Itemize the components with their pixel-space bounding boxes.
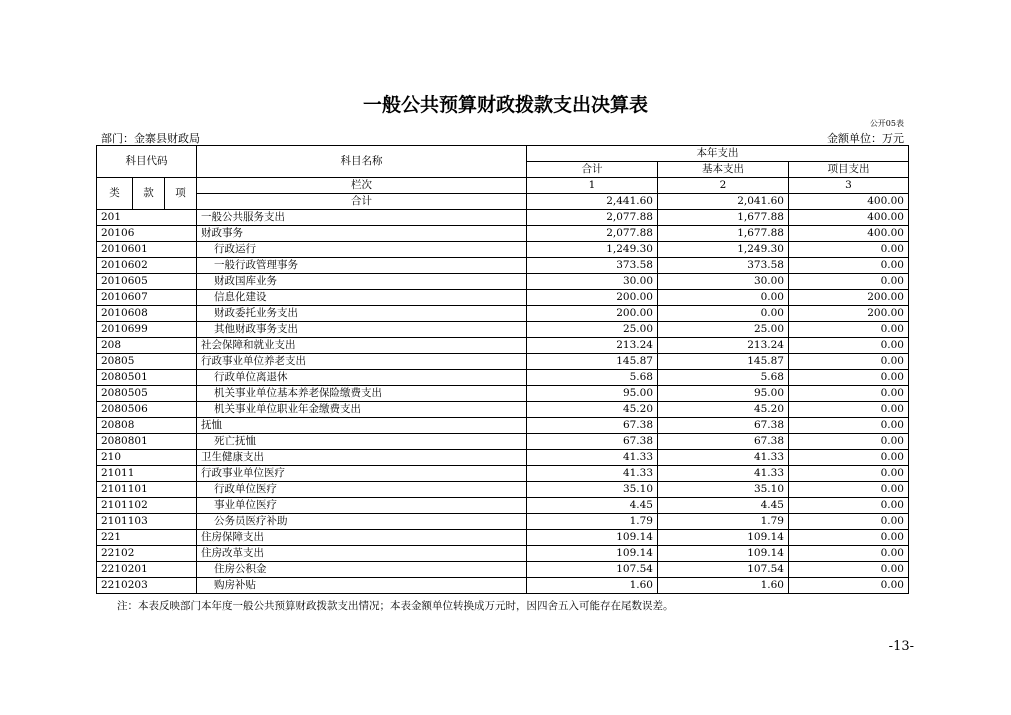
header-subject-name: 科目名称 bbox=[197, 146, 527, 178]
row-total: 30.00 bbox=[527, 274, 658, 290]
header-kuan: 款 bbox=[133, 178, 165, 210]
table-row bbox=[97, 498, 909, 514]
row-basic: 0.00 bbox=[658, 306, 789, 322]
row-code: 2080801 bbox=[97, 434, 197, 450]
header-basic: 基本支出 bbox=[658, 162, 789, 178]
row-total: 45.20 bbox=[527, 402, 658, 418]
row-name: 信息化建设 bbox=[197, 290, 527, 306]
row-name: 卫生健康支出 bbox=[197, 450, 527, 466]
table-row bbox=[97, 274, 909, 290]
row-project: 0.00 bbox=[789, 258, 909, 274]
row-name: 住房保障支出 bbox=[197, 530, 527, 546]
table-row bbox=[97, 322, 909, 338]
table-row bbox=[97, 562, 909, 578]
row-total: 41.33 bbox=[527, 466, 658, 482]
row-basic: 41.33 bbox=[658, 450, 789, 466]
row-project: 0.00 bbox=[789, 482, 909, 498]
table-row bbox=[97, 370, 909, 386]
row-total: 4.45 bbox=[527, 498, 658, 514]
row-project: 0.00 bbox=[789, 370, 909, 386]
row-basic: 1.79 bbox=[658, 514, 789, 530]
row-basic: 67.38 bbox=[658, 434, 789, 450]
row-name: 一般行政管理事务 bbox=[197, 258, 527, 274]
row-total: 109.14 bbox=[527, 530, 658, 546]
row-code: 2010607 bbox=[97, 290, 197, 306]
row-code: 2101102 bbox=[97, 498, 197, 514]
row-basic: 45.20 bbox=[658, 402, 789, 418]
row-basic: 1.60 bbox=[658, 578, 789, 594]
row-code: 210 bbox=[97, 450, 197, 466]
expenditure-table bbox=[96, 145, 909, 594]
row-name: 购房补贴 bbox=[197, 578, 527, 594]
row-total: 67.38 bbox=[527, 434, 658, 450]
row-total: 109.14 bbox=[527, 546, 658, 562]
department-label: 部门：金寨县财政局 bbox=[101, 132, 200, 145]
row-project: 0.00 bbox=[789, 418, 909, 434]
table-row bbox=[97, 242, 909, 258]
footnote: 注：本表反映部门本年度一般公共预算财政拨款支出情况；本表金额单位转换成万元时，因四舍五入可能存在尾数误差。 bbox=[117, 600, 674, 612]
page-title: 一般公共预算财政拨款支出决算表 bbox=[362, 94, 648, 116]
row-basic: 95.00 bbox=[658, 386, 789, 402]
row-name: 行政事业单位医疗 bbox=[197, 466, 527, 482]
row-code: 22102 bbox=[97, 546, 197, 562]
table-row bbox=[97, 354, 909, 370]
row-name: 住房改革支出 bbox=[197, 546, 527, 562]
row-code: 2010699 bbox=[97, 322, 197, 338]
row-project: 400.00 bbox=[789, 210, 909, 226]
row-name: 财政事务 bbox=[197, 226, 527, 242]
row-project: 0.00 bbox=[789, 530, 909, 546]
row-name: 其他财政事务支出 bbox=[197, 322, 527, 338]
header-col3: 3 bbox=[789, 178, 909, 194]
row-project: 200.00 bbox=[789, 290, 909, 306]
table-row bbox=[97, 514, 909, 530]
table-row bbox=[97, 258, 909, 274]
row-name: 一般公共服务支出 bbox=[197, 210, 527, 226]
row-project: 400.00 bbox=[789, 226, 909, 242]
row-project: 0.00 bbox=[789, 242, 909, 258]
row-total: 145.87 bbox=[527, 354, 658, 370]
row-basic: 109.14 bbox=[658, 546, 789, 562]
row-basic: 5.68 bbox=[658, 370, 789, 386]
row-basic: 67.38 bbox=[658, 418, 789, 434]
header-xiang: 项 bbox=[165, 178, 197, 210]
row-project: 0.00 bbox=[789, 546, 909, 562]
row-project: 0.00 bbox=[789, 386, 909, 402]
row-code: 2010608 bbox=[97, 306, 197, 322]
row-project: 0.00 bbox=[789, 514, 909, 530]
header-col1: 1 bbox=[527, 178, 658, 194]
row-code: 20808 bbox=[97, 418, 197, 434]
row-basic: 35.10 bbox=[658, 482, 789, 498]
header-current-year: 本年支出 bbox=[527, 146, 909, 162]
row-total: 95.00 bbox=[527, 386, 658, 402]
table-row bbox=[97, 386, 909, 402]
row-total: 5.68 bbox=[527, 370, 658, 386]
unit-label: 金额单位：万元 bbox=[827, 132, 904, 145]
row-name: 事业单位医疗 bbox=[197, 498, 527, 514]
total-row bbox=[97, 194, 909, 210]
row-code: 201 bbox=[97, 210, 197, 226]
row-name: 社会保障和就业支出 bbox=[197, 338, 527, 354]
row-code: 2010601 bbox=[97, 242, 197, 258]
row-name: 行政单位离退休 bbox=[197, 370, 527, 386]
row-basic: 109.14 bbox=[658, 530, 789, 546]
row-basic: 0.00 bbox=[658, 290, 789, 306]
header-column-no: 栏次 bbox=[197, 178, 527, 194]
total-label: 合计 bbox=[197, 194, 527, 210]
row-code: 2101101 bbox=[97, 482, 197, 498]
row-project: 0.00 bbox=[789, 338, 909, 354]
row-name: 抚恤 bbox=[197, 418, 527, 434]
row-project: 0.00 bbox=[789, 322, 909, 338]
row-total: 41.33 bbox=[527, 450, 658, 466]
table-code: 公开05表 bbox=[869, 119, 904, 128]
row-total: 373.58 bbox=[527, 258, 658, 274]
row-basic: 145.87 bbox=[658, 354, 789, 370]
header-total: 合计 bbox=[527, 162, 658, 178]
row-total: 200.00 bbox=[527, 306, 658, 322]
table-row bbox=[97, 306, 909, 322]
row-basic: 373.58 bbox=[658, 258, 789, 274]
row-project: 0.00 bbox=[789, 274, 909, 290]
total-amount: 2,441.60 bbox=[527, 194, 658, 210]
row-total: 25.00 bbox=[527, 322, 658, 338]
row-project: 0.00 bbox=[789, 578, 909, 594]
row-basic: 1,677.88 bbox=[658, 210, 789, 226]
row-code: 2101103 bbox=[97, 514, 197, 530]
row-code: 2010605 bbox=[97, 274, 197, 290]
row-name: 机关事业单位职业年金缴费支出 bbox=[197, 402, 527, 418]
row-basic: 30.00 bbox=[658, 274, 789, 290]
row-name: 行政单位医疗 bbox=[197, 482, 527, 498]
row-project: 0.00 bbox=[789, 562, 909, 578]
row-code: 208 bbox=[97, 338, 197, 354]
row-basic: 107.54 bbox=[658, 562, 789, 578]
total-project: 400.00 bbox=[789, 194, 909, 210]
table-row bbox=[97, 578, 909, 594]
table-row bbox=[97, 402, 909, 418]
row-name: 行政运行 bbox=[197, 242, 527, 258]
row-total: 2,077.88 bbox=[527, 226, 658, 242]
row-total: 1,249.30 bbox=[527, 242, 658, 258]
table-row bbox=[97, 226, 909, 242]
row-name: 机关事业单位基本养老保险缴费支出 bbox=[197, 386, 527, 402]
header-col2: 2 bbox=[658, 178, 789, 194]
row-code: 221 bbox=[97, 530, 197, 546]
table-row bbox=[97, 450, 909, 466]
row-code: 20106 bbox=[97, 226, 197, 242]
row-basic: 41.33 bbox=[658, 466, 789, 482]
row-total: 107.54 bbox=[527, 562, 658, 578]
table-row bbox=[97, 466, 909, 482]
table-row bbox=[97, 546, 909, 562]
row-name: 死亡抚恤 bbox=[197, 434, 527, 450]
row-basic: 25.00 bbox=[658, 322, 789, 338]
row-code: 2080501 bbox=[97, 370, 197, 386]
row-project: 0.00 bbox=[789, 498, 909, 514]
row-total: 1.79 bbox=[527, 514, 658, 530]
row-project: 0.00 bbox=[789, 466, 909, 482]
row-code: 2210203 bbox=[97, 578, 197, 594]
row-code: 20805 bbox=[97, 354, 197, 370]
row-project: 0.00 bbox=[789, 354, 909, 370]
header-subject-code: 科目代码 bbox=[97, 146, 197, 178]
row-name: 行政事业单位养老支出 bbox=[197, 354, 527, 370]
table-row bbox=[97, 290, 909, 306]
row-basic: 1,249.30 bbox=[658, 242, 789, 258]
row-total: 67.38 bbox=[527, 418, 658, 434]
row-project: 0.00 bbox=[789, 450, 909, 466]
row-basic: 213.24 bbox=[658, 338, 789, 354]
row-code: 2010602 bbox=[97, 258, 197, 274]
table-row bbox=[97, 482, 909, 498]
row-name: 财政国库业务 bbox=[197, 274, 527, 290]
row-project: 200.00 bbox=[789, 306, 909, 322]
row-total: 1.60 bbox=[527, 578, 658, 594]
table-row bbox=[97, 530, 909, 546]
row-name: 财政委托业务支出 bbox=[197, 306, 527, 322]
table-row bbox=[97, 338, 909, 354]
table-row bbox=[97, 434, 909, 450]
row-code: 2210201 bbox=[97, 562, 197, 578]
header-lei: 类 bbox=[97, 178, 133, 210]
header-project: 项目支出 bbox=[789, 162, 909, 178]
row-total: 35.10 bbox=[527, 482, 658, 498]
row-name: 住房公积金 bbox=[197, 562, 527, 578]
table-row bbox=[97, 418, 909, 434]
page-number: -13- bbox=[888, 639, 914, 654]
total-basic: 2,041.60 bbox=[658, 194, 789, 210]
row-total: 2,077.88 bbox=[527, 210, 658, 226]
row-basic: 4.45 bbox=[658, 498, 789, 514]
row-project: 0.00 bbox=[789, 434, 909, 450]
row-code: 21011 bbox=[97, 466, 197, 482]
row-code: 2080506 bbox=[97, 402, 197, 418]
row-total: 200.00 bbox=[527, 290, 658, 306]
row-project: 0.00 bbox=[789, 402, 909, 418]
row-total: 213.24 bbox=[527, 338, 658, 354]
table-row bbox=[97, 210, 909, 226]
row-name: 公务员医疗补助 bbox=[197, 514, 527, 530]
row-code: 2080505 bbox=[97, 386, 197, 402]
row-basic: 1,677.88 bbox=[658, 226, 789, 242]
